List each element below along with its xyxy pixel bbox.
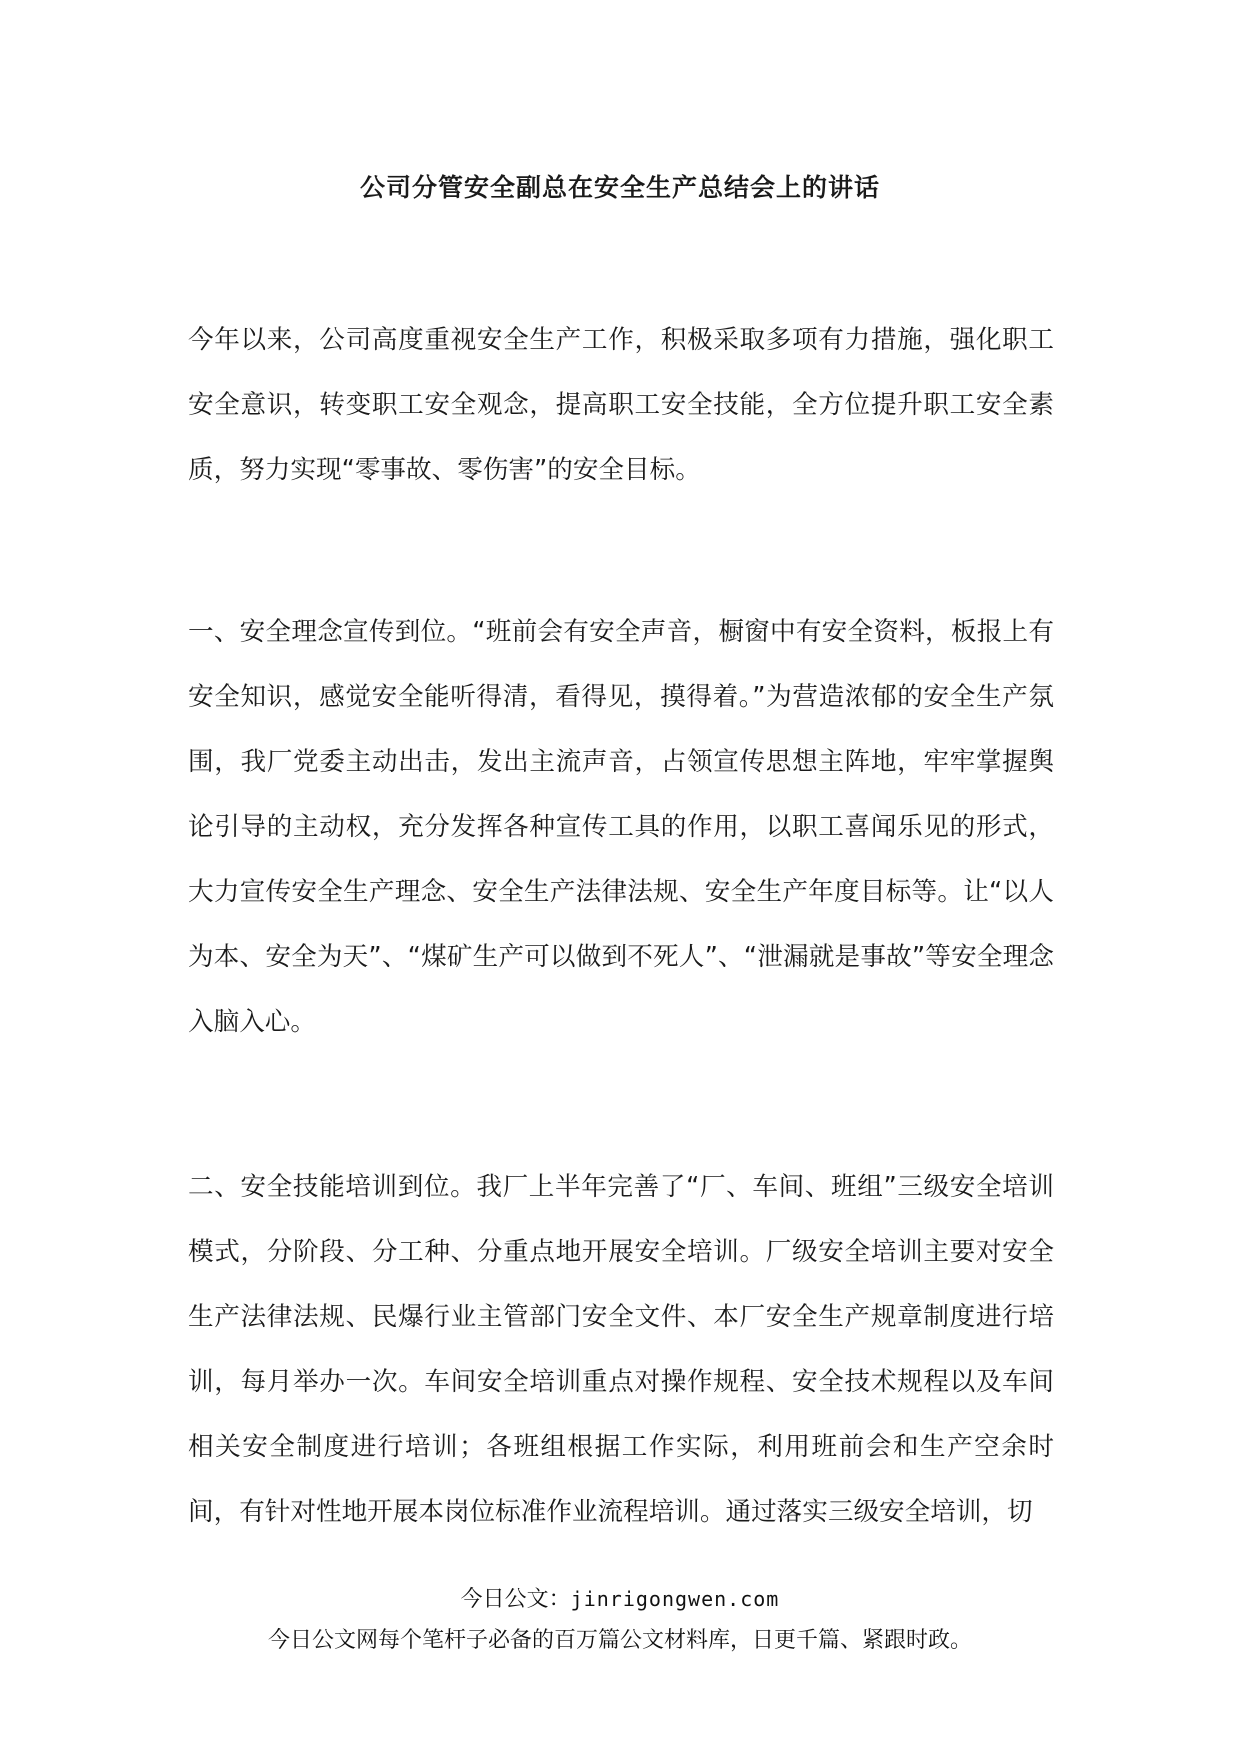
footer-site-label: 今日公文： (460, 1587, 571, 1612)
paragraph-safety-training: 二、安全技能培训到位。我厂上半年完善了“厂、车间、班组”三级安全培训模式，分阶段、分工种、分重点地开展安全培训。厂级安全培训主要对安全生产法律法规、民爆行业主管部门安全文件、本厂安全生产规章制度进行培训，每月举办一次。车间安全培训重点对操作规程、安全技术规程以及车间相关安全制度进行培训；各班组根据工作实际，利用班前会和生产空余时间，有针对性地开展本岗位标准作业流程培训。通过落实三级安全培训，切 (188, 1172, 1054, 1527)
paragraph-safety-concept: 一、安全理念宣传到位。“班前会有安全声音，橱窗中有安全资料，板报上有安全知识，感觉安全能听得清，看得见，摸得着。”为营造浓郁的安全生产氛围，我厂党委主动出击，发出主流声音，占领宣传思想主阵地，牢牢掌握舆论引导的主动权，充分发挥各种宣传工具的作用，以职工喜闻乐见的形式，大力宣传安全生产理念、安全生产法律法规、安全生产年度目标等。让“以人为本、安全为天”、“煤矿生产可以做到不死人”、“泄漏就是事故”等安全理念入脑入心。 (188, 617, 1054, 1037)
footer-site-url[interactable]: jinrigongwen.com (570, 1587, 780, 1611)
footer-slogan: 今日公文网每个笔杆子必备的百万篇公文材料库，日更千篇、紧跟时政。 (267, 1628, 972, 1653)
footer-site-line (0, 1584, 1240, 1615)
document-title: 公司分管安全副总在安全生产总结会上的讲话 (359, 173, 880, 202)
paragraph-intro: 今年以来，公司高度重视安全生产工作，积极采取多项有力措施，强化职工安全意识，转变职工安全观念，提高职工安全技能，全方位提升职工安全素质，努力实现“零事故、零伤害”的安全目标。 (188, 325, 1054, 485)
